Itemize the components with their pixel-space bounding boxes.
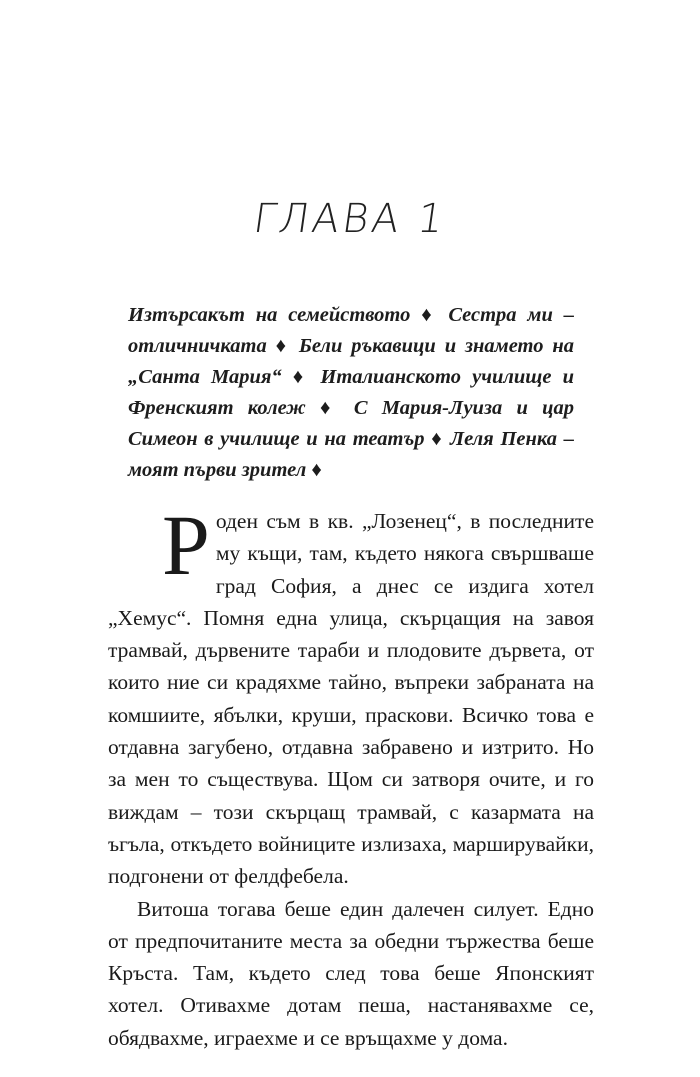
chapter-body: [108, 497, 594, 1054]
chapter-title: ГЛАВА 1: [250, 196, 450, 242]
drop-cap: Р: [162, 497, 210, 593]
body-paragraph-1-text: оден съм в кв. „Лозенец“, в последните му къщи, там, където някога свършваше град София, а днес се издига хотел „Хемус“. Помня една улица, скърцащия на завоя трамвай, дървените тараби и плодовите дървета, от които ние си крадяхме тайно, въпреки забраната на комшиите, ябълки, круши, праскови. Всичко това е отдавна загубено, отдавна забравено и изтрито. Но за мен то съществува. Щом си затворя очите, и го виждам – този скърцащ трамвай, с казармата на ъгъла, откъдето войниците излизаха, марширувайки, подгонени от фелдфебела.: [108, 509, 594, 889]
body-paragraph-2: Витоша тогава беше един далечен силует. Едно от предпочитаните места за обедни тържества беше Кръста. Там, където след това беше Японският хотел. Отивахме дотам пеша, настанявахме се, обядвахме, играехме и се връщахме у дома.: [108, 896, 594, 1050]
chapter-summary: Изтърсакът на семейството ♦ Сестра ми – отличничката ♦ Бели ръкавици и знамето на „Санта Мария“ ♦ Италианското училище и Френският колеж ♦ С Мария-Луиза и цар Симеон в училище и на театър ♦ Леля Пенка – моят първи зрител ♦: [128, 304, 574, 481]
body-paragraph-1: [108, 497, 594, 893]
